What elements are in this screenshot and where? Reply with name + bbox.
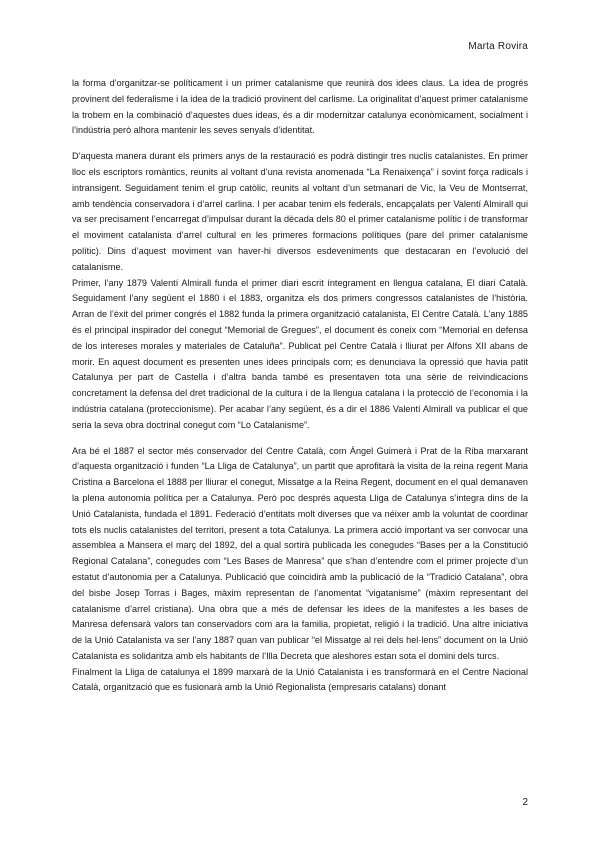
page-number: 2 (522, 797, 528, 808)
paragraph-2: D’aquesta manera durant els primers anys de la restauració es podrà distingir tres nuclis catalanistes. En primer lloc els escriptors romàntics, reunits al voltant d’una revista anomenada “La Renaixença” i sovint força radicals i intransigent. Seguidament tenim el grup catòlic, reunits al voltant d’un setmanari de Vic, la Veu de Montserrat, amb tendència conservadora i d’arrel carlina. I per acabar tenim els federals, encapçalats per Valentí Almirall qui va ser precisament l’encarregat d’impulsar durant la dècada dels 80 el primer catalanisme polític i de transformar el moviment catalanista d’arrel cultural en les primeres formacions polítiques (pare del primer catalanisme polític). Dins d’aquest moviment van haver-hi diversos esdeveniments que destacaran en l’evolució del catalanisme. (72, 151, 528, 272)
paragraph-5: Finalment la Lliga de catalunya el 1899 marxarà de la Unió Catalanista i es transformarà en el Centre Nacional Català, organització que es fusionarà amb la Unió Regionalista (empresaris catalans) donant (72, 666, 528, 693)
paragraph-3: Primer, l’any 1879 Valentí Almirall funda el primer diari escrit íntegrament en llengua catalana, El diari Català. Seguidament l’any següent el 1880 i el 1883, organitza els dos primers congressos catalanistes de l’història. Arran de l’èxit del primer congrés el 1882 funda la primera organització catalanista, El Centre Català. L’any 1885 és el principal inspirador del conegut “Memorial de Gregues”, el document és coneix com “Memorial en defensa de los intereses morales y materiales de Cataluña”. Publicat pel Centre Català i lliurat per Alfons XII abans de morir. En aquest document es presenten unes idees principals com; es denunciava la opressió que havia patit Catalunya per part de Castella i d’altra banda també es presentaven tota una sèrie de reivindicacions concretament la defensa del dret tradicional de la cultura i de la llengua catalana i la protecció de l’economia i la indústria catalana (proteccionisme). Per acabar l’any següent, és a dir el 1886 Valentí Almirall va publicar el que seria la seva obra doctrinal conegut com “Lo Catalanisme”. (72, 277, 528, 430)
document-body (72, 76, 528, 696)
paragraph-4: Ara bé el 1887 el sector més conservador del Centre Català, com Àngel Guimerà i Prat de la Riba marxarant d’aquesta organització i funden “La Lliga de Catalunya”, un partit que aprofitarà la visita de la reina regent Maria Cristina a Barcelona el 1888 per lliurar el conegut, Missatge a la Reina Regent, document en el qual demanaven la plena autonomia política per a Catalunya. Però poc després aquesta Lliga de Catalunya s’integra dins de la Unió Catalanista, fundada el 1891. Federació d’entitats molt diverses que va néixer amb la voluntat de coordinar tots els nuclis catalanistes del territori, present a tota Catalunya. La primera acció important va ser convocar una assemblea a Mansera el març del 1892, del a qual sortirà publicada les conegudes “Bases per a la Constitució Regional Catalana”, conegudes com “Les Bases de Manresa” que s’han d’entendre com el primer projecte d’un estatut d’autonomia per a Catalunya. Publicació que coincidirà amb la publicació de la “Tradició Catalana”, obra del bisbe Josep Torras i Bages, màxim representan de l’anomentat “vigatanisme” (màxim representant del catalanisme d’arrel cristiana). Una obra que a més de defensar les idees de la manifestes a les bases de Manresa defensarà valors tan conservadors com ara la familia, propietat, religió i la tradició. Una altre iniciativa de la Unió Catalanista va ser l’any 1887 quan van publicar “el Missatge al rei dels hel·lens” document on la Unió Catalanista es solidaritza amb els habitants de l’Illa Decreta que aleshores estan sota el domini dels turcs. (72, 445, 528, 661)
paragraph-1: la forma d’organitzar-se políticament i un primer catalanisme que reunirà dos idees claus. La idea de progrés provinent del federalisme i la idea de la tradició provinent del carlisme. La originalitat d’aquest primer catalanisme la trobem en la combinació d’aquestes dues ideas, és a dir modernitzar catalunya econòmicament, socialment i l’indústria però alhora mantenir les seves senyals d’identitat. (72, 78, 528, 136)
page-header-author: Marta Rovira (468, 41, 528, 52)
